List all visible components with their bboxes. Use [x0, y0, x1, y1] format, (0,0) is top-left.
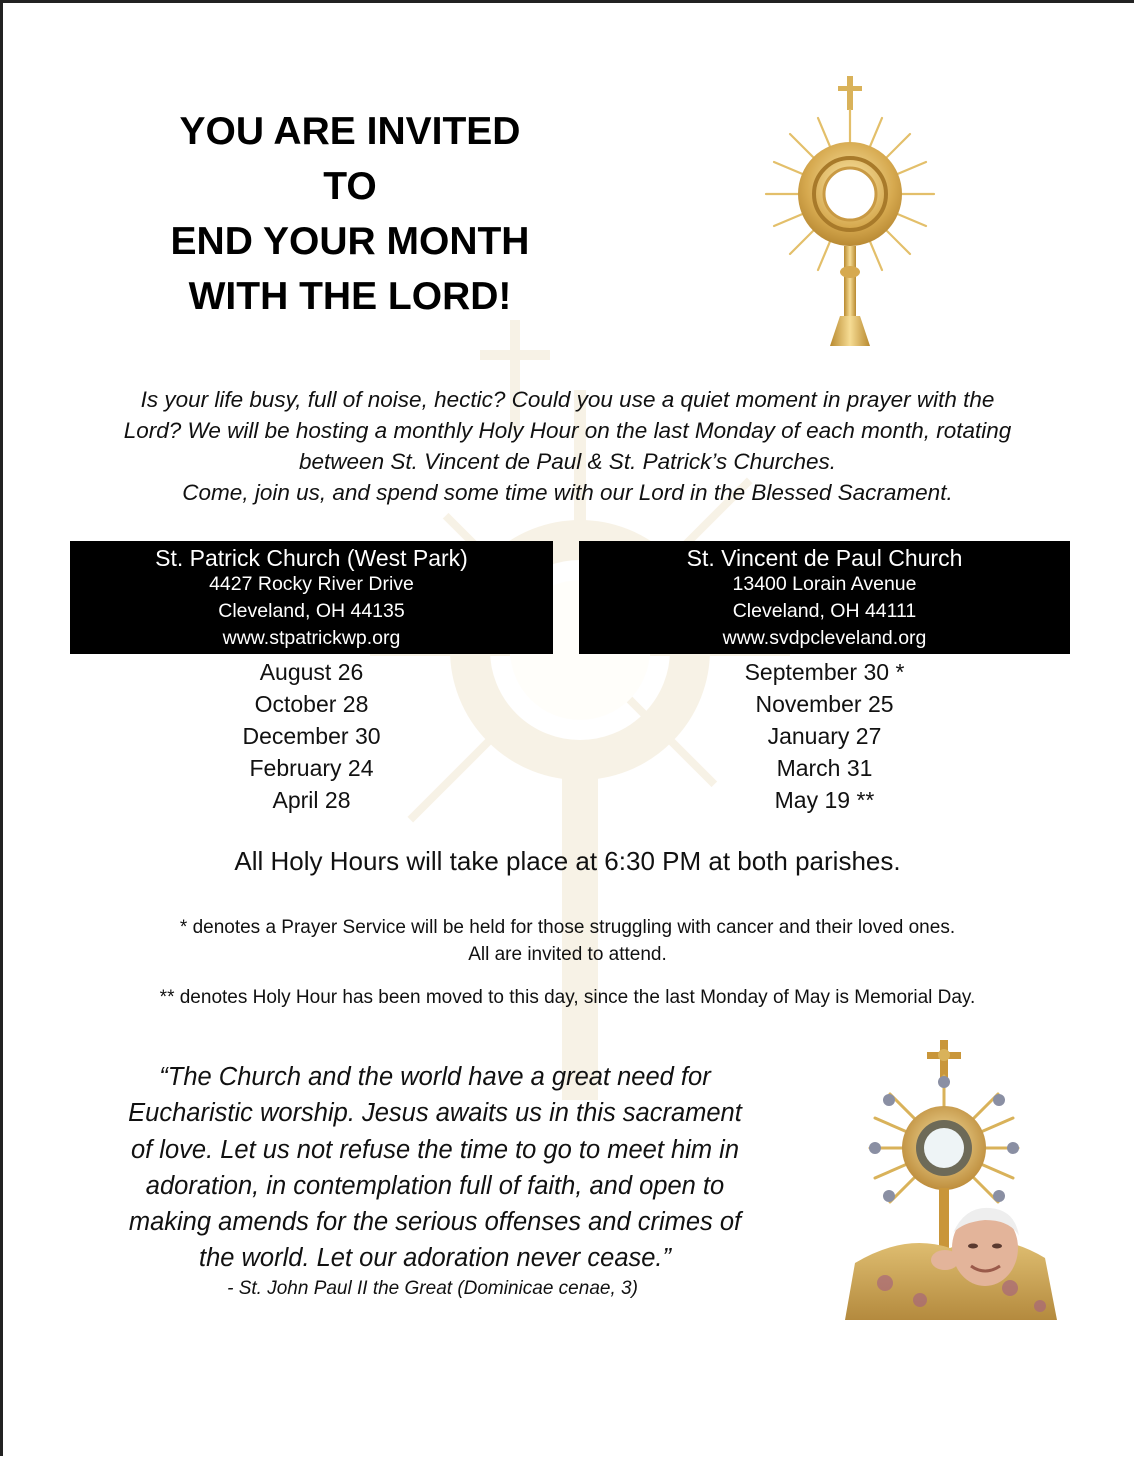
intro-line: Is your life busy, full of noise, hectic? Could you use a quiet moment in prayer with the [140, 387, 995, 412]
intro-line: Come, join us, and spend some time with our Lord in the Blessed Sacrament. [182, 480, 953, 505]
pope-with-monstrance-image [845, 1038, 1057, 1320]
date-item: December 30 [242, 723, 381, 749]
title-line: END YOUR MONTH [170, 220, 530, 263]
intro-paragraph [40, 384, 1095, 508]
quote-line: making amends for the serious offenses and crimes of [128, 1208, 742, 1237]
church-box-st-vincent [579, 541, 1070, 654]
quote-line: “The Church and the world have a great need for [159, 1063, 711, 1091]
date-item: September 30 * [744, 659, 905, 685]
date-item: August 26 [259, 659, 364, 685]
footnote-single-star [0, 914, 1135, 968]
pope-quote [70, 1059, 800, 1277]
quote-line: Eucharistic worship. Jesus awaits us in this sacrament [128, 1099, 742, 1128]
church-name: St. Patrick Church (West Park) [155, 545, 468, 571]
title-line: WITH THE LORD! [188, 275, 512, 318]
date-item: May 19 ** [774, 787, 875, 813]
date-item: March 31 [776, 755, 873, 781]
church-website-link[interactable]: www.svdpcleveland.org [722, 627, 927, 649]
quote-line: adoration, in contemplation full of faith, and open to [145, 1171, 725, 1200]
date-item: April 28 [272, 787, 351, 813]
title-line: YOU ARE INVITED [179, 110, 521, 153]
quote-attribution: - St. John Paul II the Great (Dominicae cenae, 3) [227, 1278, 638, 1299]
church-website-link[interactable]: www.stpatrickwp.org [222, 627, 401, 649]
date-item: January 27 [767, 723, 882, 749]
quote-line: the world. Let our adoration never cease.” [198, 1244, 672, 1273]
date-item: February 24 [249, 755, 374, 781]
monstrance-icon [760, 72, 940, 352]
church-box-st-patrick [70, 541, 553, 654]
date-item: November 25 [755, 691, 894, 717]
page-title [120, 104, 580, 324]
date-item: October 28 [254, 691, 369, 717]
church-address: 13400 Lorain Avenue [732, 573, 917, 595]
church-city: Cleveland, OH 44111 [732, 600, 917, 622]
intro-line: Lord? We will be hosting a monthly Holy Hour on the last Monday of each month, rotating [123, 418, 1012, 443]
title-line: TO [323, 165, 377, 208]
church-address: 4427 Rocky River Drive [209, 573, 414, 595]
schedule-note: All Holy Hours will take place at 6:30 PM at both parishes. [234, 846, 901, 876]
footnote-double-star: ** denotes Holy Hour has been moved to this day, since the last Monday of May is Memorial Day. [159, 987, 976, 1008]
church-city: Cleveland, OH 44135 [218, 600, 405, 622]
church-name: St. Vincent de Paul Church [686, 545, 963, 571]
intro-line: between St. Vincent de Paul & St. Patrick’s Churches. [299, 449, 836, 474]
dates-list-st-patrick [70, 656, 553, 816]
footnote-line: * denotes a Prayer Service will be held for those struggling with cancer and their loved ones. [179, 917, 956, 938]
quote-line: of love. Let us not refuse the time to go to meet him in [130, 1135, 740, 1164]
footnote-line: All are invited to attend. [468, 944, 667, 965]
dates-list-st-vincent [579, 656, 1070, 816]
